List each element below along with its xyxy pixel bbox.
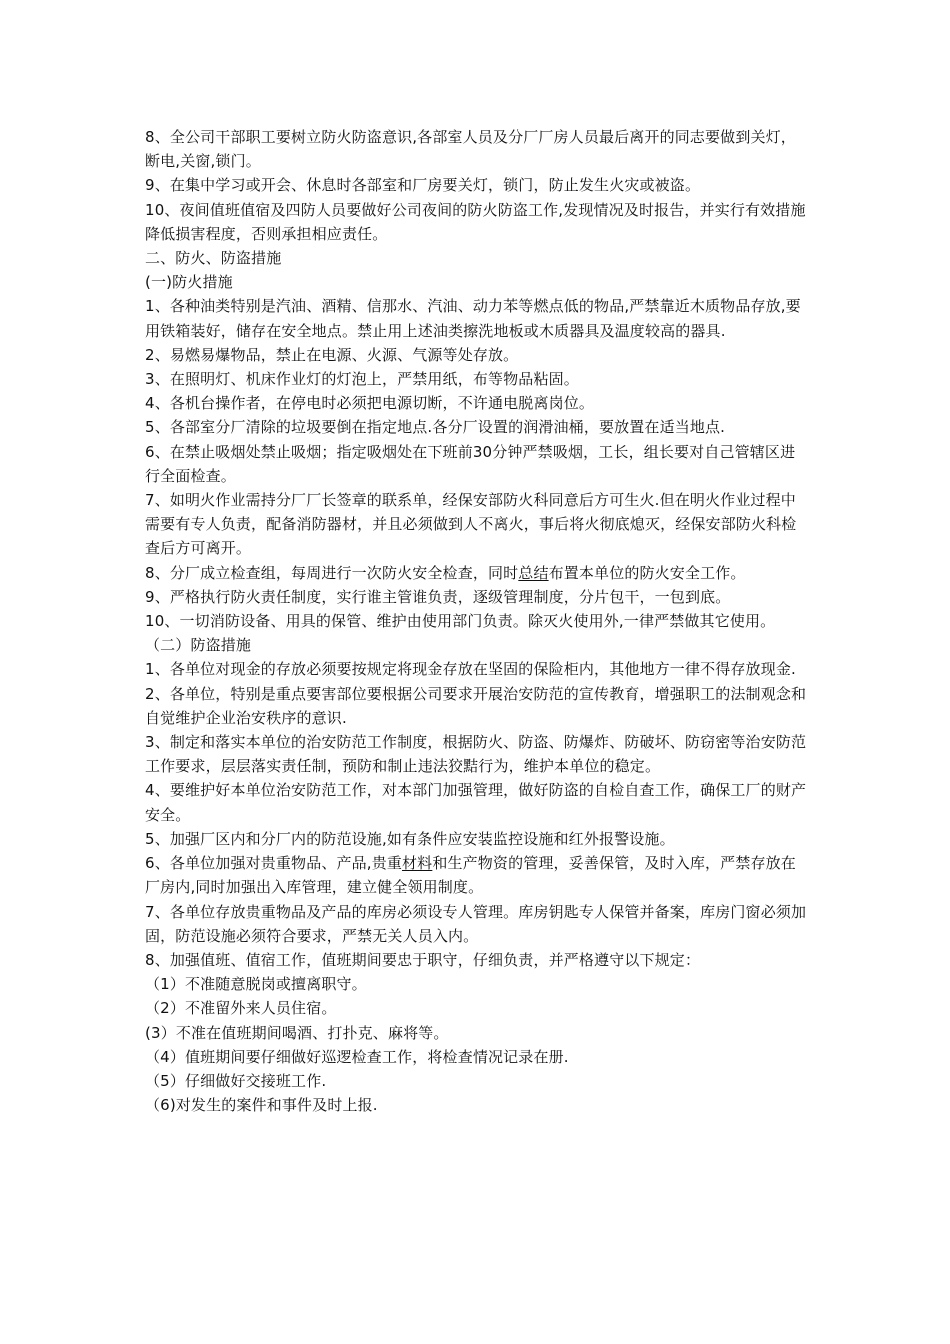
section-heading-measures: 二、防火、防盗措施 [145,249,282,268]
theft-item-7: 7、各单位存放贵重物品及产品的库房必须设专人管理。库房钥匙专人保管并备案，库房门窗必须加固，防范设施必须符合要求，严禁无关人员入内。 [145,902,807,945]
theft-item-3: 3、制定和落实本单位的治安防范工作制度，根据防火、防盗、防爆炸、防破坏、防窃密等治安防范工作要求，层层落实责任制，预防和制止违法狡黠行为，维护本单位的稳定。 [145,733,807,776]
fire-item-6: 6、在禁止吸烟处禁止吸烟；指定吸烟处在下班前30分钟严禁吸烟，工长，组长要对自己管辖区进行全面检查。 [145,442,796,485]
fire-item-7: 7、如明火作业需持分厂厂长签章的联系单，经保安部防火科同意后方可生火.但在明火作业过程中需要有专人负责，配备消防器材，并且必须做到人不离火，事后将火彻底熄灭，经保安部防火科检查后方可离开。 [145,491,797,558]
theft-item-8: 8、加强值班、值宿工作，值班期间要忠于职守，仔细负责，并严格遵守以下规定： [145,950,701,969]
paragraph-8-fire-theft-awareness: 8、全公司干部职工要树立防火防盗意识,各部室人员及分厂厂房人员最后离开的同志要做到关灯，断电,关窗,锁门。 [145,128,796,171]
theft-item-2: 2、各单位，特别是重点要害部位要根据公司要求开展治安防范的宣传教育，增强职工的法制观念和自觉维护企业治安秩序的意识. [145,684,807,727]
theft-item-5: 5、加强厂区内和分厂内的防范设施,如有条件应安装监控设施和红外报警设施。 [145,829,675,848]
duty-rule-5: （5）仔细做好交接班工作. [145,1071,327,1090]
theft-item-6-text-a: 6、各单位加强对贵重物品、产品,贵重 [145,854,403,873]
fire-item-8 [145,561,808,585]
duty-rule-2: （2）不准留外来人员住宿。 [145,999,337,1018]
fire-item-2: 2、易燃易爆物品，禁止在电源、火源、气源等处存放。 [145,345,519,364]
duty-rule-3: (3）不准在值班期间喝酒、打扑克、麻将等。 [145,1023,449,1042]
materials-link[interactable]: 材料 [402,854,433,873]
duty-rule-4: （4）值班期间要仔细做好巡逻检查工作，将检查情况记录在册. [145,1047,569,1066]
fire-item-1: 1、各种油类特别是汽油、酒精、信那水、汽油、动力苯等燃点低的物品,严禁靠近木质物品存放,要用铁箱装好，储存在安全地点。禁止用上述油类擦洗地板或木质器具及温度较高的器具. [145,297,801,340]
duty-rule-6: （6)对发生的案件和事件及时上报. [145,1096,378,1115]
theft-item-1: 1、各单位对现金的存放必须要按规定将现金存放在坚固的保险柜内，其他地方一律不得存放现金. [145,660,796,679]
fire-item-4: 4、各机台操作者，在停电时必须把电源切断，不许通电脱离岗位。 [145,394,595,413]
fire-item-10: 10、一切消防设备、用具的保管、维护由使用部门负责。除灭火使用外,一律严禁做其它使用。 [145,612,776,631]
fire-item-9: 9、严格执行防火责任制度，实行谁主管谁负责，逐级管理制度，分片包干，一包到底。 [145,587,731,606]
duty-rule-1: （1）不准随意脱岗或擅离职守。 [145,975,367,994]
fire-item-5: 5、各部室分厂清除的垃圾要倒在指定地点.各分厂设置的润滑油桶，要放置在适当地点. [145,418,726,437]
paragraph-10-night-duty: 10、夜间值班值宿及四防人员要做好公司夜间的防火防盗工作,发现情况及时报告，并实行有效措施降低损害程度，否则承担相应责任。 [145,200,806,243]
fire-item-8-text-a: 8、分厂成立检查组，每周进行一次防火安全检查，同时 [145,563,519,582]
paragraph-9-meeting-lights-off: 9、在集中学习或开会、休息时各部室和厂房要关灯，锁门，防止发生火灾或被盗。 [145,176,701,195]
theft-item-4: 4、要维护好本单位治安防范工作，对本部门加强管理，做好防盗的自检自查工作，确保工厂的财产安全。 [145,781,807,824]
theft-item-6-text-b: 和生产物资的管理，妥善保管，及时入库，严禁存放在厂房内,同时加强出入库管理，建立健全领用制度。 [145,854,796,897]
subsection-heading-fire: (一)防火措施 [145,273,233,292]
theft-item-6 [145,851,808,899]
subsection-heading-theft: （二）防盗措施 [145,636,252,655]
summary-link[interactable]: 总结 [518,563,549,582]
fire-item-8-text-b: 布置本单位的防火安全工作。 [548,563,746,582]
fire-item-3: 3、在照明灯、机床作业灯的灯泡上，严禁用纸，布等物品粘固。 [145,370,579,389]
